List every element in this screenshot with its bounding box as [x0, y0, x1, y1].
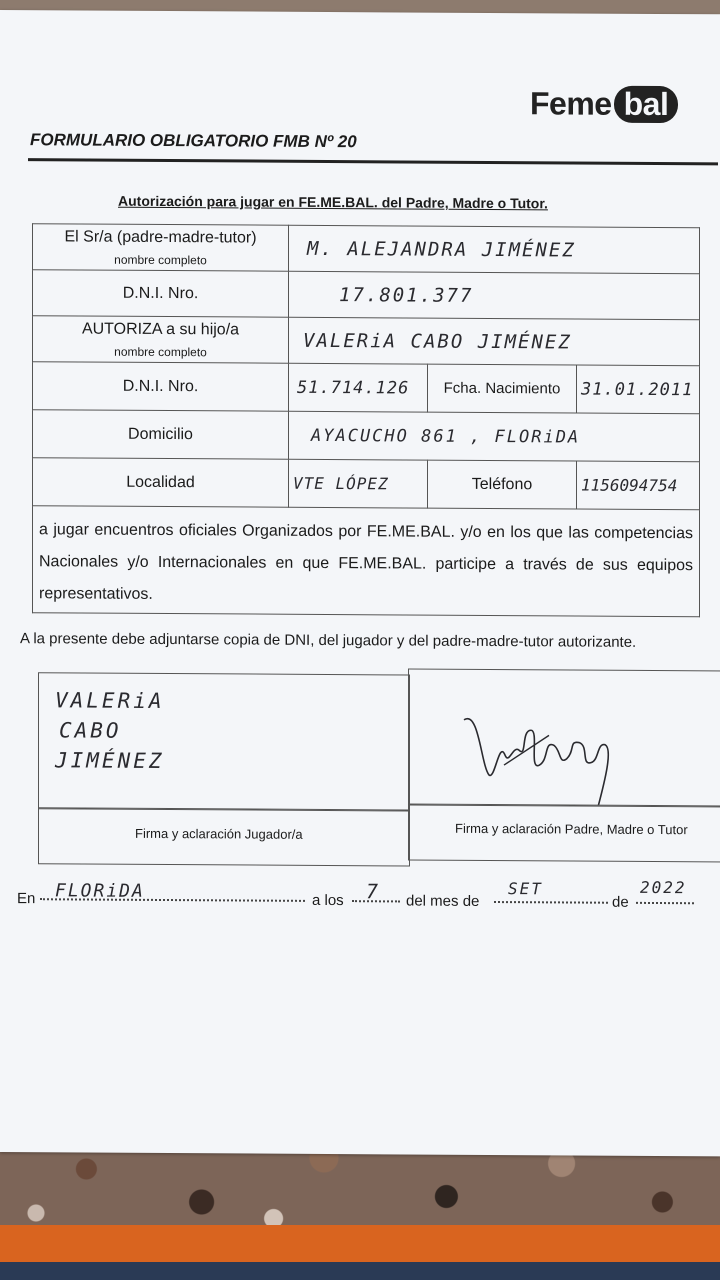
locality-value: VTE LÓPEZ: [293, 473, 389, 493]
date-de-label: de: [612, 893, 629, 911]
year-value: 2022: [640, 877, 687, 898]
locality-label: Localidad: [33, 458, 289, 508]
attachment-note: A la presente debe adjuntarse copia de DNI, del jugador y del padre-madre-tutor autorizante.: [20, 630, 637, 651]
birth-label: Fcha. Nacimiento: [428, 364, 577, 413]
form-title: FORMULARIO OBLIGATORIO FMB Nº 20: [30, 130, 357, 152]
phone-label: Teléfono: [428, 460, 577, 509]
child-sublabel: nombre completo: [114, 344, 207, 359]
player-name-line: JIMÉNEZ: [55, 748, 165, 774]
surface-strip: [0, 1262, 720, 1280]
child-name-value: VALERiA CABO JIMÉNEZ: [303, 329, 572, 353]
birth-field[interactable]: [577, 365, 700, 414]
dni1-field[interactable]: [289, 271, 700, 320]
address-label: Domicilio: [33, 410, 289, 460]
child-label: AUTORIZA a su hijo/a: [81, 320, 240, 338]
locality-field[interactable]: [289, 459, 428, 508]
address-value: AYACUCHO 861 , FLORiDA: [311, 425, 581, 448]
birth-value: 31.01.2011: [581, 379, 694, 400]
day-value: 7: [366, 879, 381, 904]
parent-signature-icon: [409, 669, 720, 806]
dni2-value: 51.714.126: [297, 377, 410, 399]
dni1-label: D.N.I. Nro.: [33, 270, 289, 318]
date-alos-label: a los: [312, 891, 344, 910]
form-sheet: [0, 10, 720, 1156]
player-name-handwritten: [55, 685, 165, 776]
month-dotted-line: [494, 901, 608, 904]
date-en-label: En: [17, 890, 36, 908]
femebal-logo: Feme bal: [530, 85, 678, 123]
date-mes-label: del mes de: [406, 892, 480, 910]
parent-signature-area[interactable]: [408, 668, 720, 807]
parent-label-cell: [33, 224, 289, 272]
child-name-field[interactable]: [289, 317, 700, 366]
player-signature-caption: Firma y aclaración Jugador/a: [135, 825, 303, 842]
form-subtitle: Autorización para jugar en FE.ME.BAL. del Padre, Madre o Tutor.: [118, 192, 548, 212]
month-value: SET: [508, 879, 543, 899]
year-dotted-line: [636, 902, 694, 904]
parent-name-value: M. ALEJANDRA JIMÉNEZ: [307, 237, 576, 262]
parent-label: El Sr/a (padre-madre-tutor): [64, 227, 257, 247]
address-field[interactable]: [289, 411, 700, 462]
dni2-label: D.N.I. Nro.: [33, 362, 289, 412]
player-name-line: CABO: [59, 718, 122, 743]
parent-signature-caption: Firma y aclaración Padre, Madre o Tutor: [455, 820, 688, 838]
parent-sublabel: nombre completo: [114, 252, 207, 267]
dni2-field[interactable]: [289, 363, 428, 412]
dni1-value: 17.801.377: [339, 283, 474, 307]
child-label-cell: [33, 316, 289, 364]
player-name-line: VALERiA: [55, 688, 165, 714]
authorization-paragraph: a jugar encuentros oficiales Organizados por FE.ME.BAL. y/o en los que las competencias Nacionales y/o Internacionales en que FE.ME.BAL. participe a través de sus equipos representativos.: [33, 506, 700, 617]
authorization-table: [32, 223, 700, 617]
phone-field[interactable]: [577, 461, 700, 510]
place-value: FLORiDA: [55, 880, 145, 902]
phone-value: 1156094754: [581, 475, 678, 495]
parent-name-field[interactable]: [289, 225, 700, 274]
title-divider: [28, 158, 718, 165]
